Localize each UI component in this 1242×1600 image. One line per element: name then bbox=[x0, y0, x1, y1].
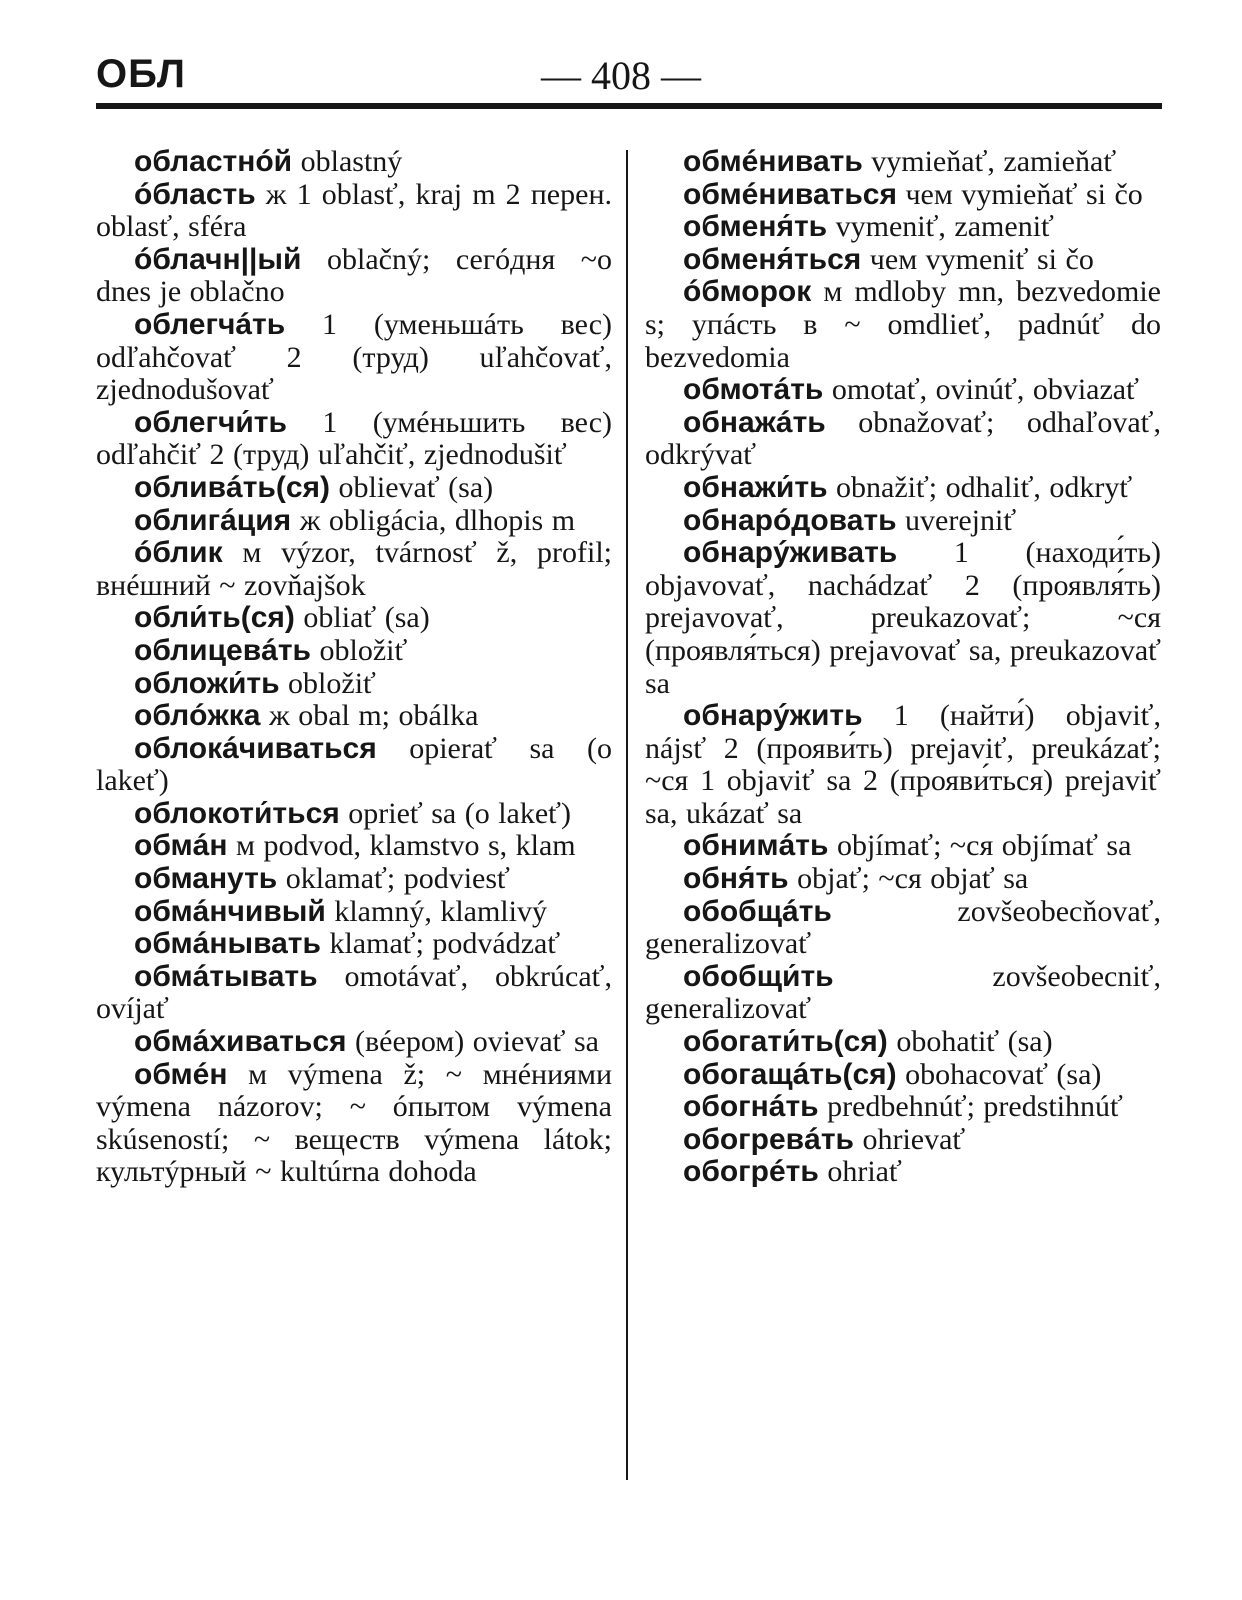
gloss: oblastný bbox=[292, 145, 403, 178]
headword: обмáнывать bbox=[134, 927, 321, 961]
gloss: ж obal m; obálka bbox=[260, 699, 479, 733]
gloss: omotávať, obkrúcať, ovíjať bbox=[96, 959, 612, 1026]
gloss: uverejniť bbox=[896, 503, 1017, 537]
gloss: (вéером) ovievať sa bbox=[346, 1025, 599, 1059]
gloss: vymieňať, zamieňať bbox=[862, 145, 1117, 178]
dictionary-entry bbox=[645, 505, 1161, 538]
header-rule bbox=[96, 103, 1162, 109]
gloss: м podvod, klamstvo s, klam bbox=[227, 829, 576, 863]
gloss: zovšeobecňovať, generalizovať bbox=[645, 894, 1161, 961]
gloss: obnažiť; odhaliť, odkryť bbox=[827, 470, 1133, 504]
headword: обнимáть bbox=[683, 829, 829, 863]
dictionary-entry bbox=[645, 1124, 1161, 1157]
dictionary-entry bbox=[96, 700, 612, 733]
gloss: ж obligácia, dlhopis m bbox=[291, 503, 576, 537]
gloss: чем vymeniť si čo bbox=[861, 242, 1094, 276]
dictionary-entry bbox=[645, 1156, 1161, 1189]
headword: обмáн bbox=[134, 829, 228, 863]
dictionary-entry bbox=[645, 244, 1161, 277]
gloss: oblačný; сегóдня ~о dnes je oblačno bbox=[96, 242, 612, 309]
dictionary-entry bbox=[96, 505, 612, 538]
gloss: obohatiť (sa) bbox=[887, 1025, 1053, 1059]
dictionary-entry bbox=[96, 928, 612, 961]
page-header bbox=[96, 48, 1162, 108]
gloss: predbehnúť; predstihnúť bbox=[818, 1090, 1123, 1124]
dictionary-entry bbox=[96, 309, 612, 407]
dictionary-entry bbox=[96, 179, 612, 244]
page-number: — 408 — bbox=[541, 53, 701, 98]
headword: обмануть bbox=[134, 862, 278, 896]
gloss: oprieť sa (o lakeť) bbox=[339, 796, 571, 830]
gloss: чем vymieňať si čo bbox=[896, 177, 1143, 211]
headword: обли́ть(ся) bbox=[134, 601, 295, 635]
headword: обогнáть bbox=[683, 1090, 819, 1124]
gloss: м výmena ž; ~ мнéниями výmena názorov; ~ óпытом výmena skúseností; ~ веществ výmena látok; культýрный ~ kultúrna dohoda bbox=[96, 1057, 612, 1189]
left-column bbox=[96, 146, 612, 1189]
dictionary-entry bbox=[96, 635, 612, 668]
gloss: 1 (умéньшить вес) odľahčiť 2 (труд) uľahčiť, zjednodušiť bbox=[96, 405, 612, 472]
dictionary-entry bbox=[645, 700, 1161, 830]
headword: обобщáть bbox=[683, 894, 832, 928]
dictionary-entry bbox=[96, 1059, 612, 1189]
headword: обогати́ть(ся) bbox=[683, 1025, 888, 1059]
headword: обогащáть(ся) bbox=[683, 1057, 897, 1091]
dictionary-entry bbox=[645, 407, 1161, 472]
gloss: 1 (находи́ть) objavovať, nachádzať 2 (проявля́ть) prejavovať, preukazovať; ~ся (проявля́ться) prejavovať sa, preukazovať sa bbox=[645, 536, 1161, 700]
dictionary-entry bbox=[96, 863, 612, 896]
gloss: oblievať (sa) bbox=[330, 470, 494, 504]
headword: облокоти́ться bbox=[134, 796, 340, 830]
dictionary-entry bbox=[96, 830, 612, 863]
dictionary-entry bbox=[645, 1026, 1161, 1059]
headword: обмéнивать bbox=[683, 145, 863, 178]
gloss: vymeniť, zameniť bbox=[827, 210, 1054, 244]
headword: облóжка bbox=[134, 699, 261, 733]
dictionary-entry bbox=[96, 1026, 612, 1059]
gloss: 1 (уменьшáть вес) odľahčovať 2 (труд) uľahčovať, zjednodušovať bbox=[96, 307, 612, 407]
dictionary-entry bbox=[645, 146, 1161, 179]
headword: обмéн bbox=[134, 1057, 228, 1091]
headword: облокáчиваться bbox=[134, 731, 377, 765]
column-divider bbox=[626, 150, 628, 1480]
headword: облицевáть bbox=[134, 633, 311, 667]
gloss: objať; ~ся objať sa bbox=[788, 862, 1029, 896]
headword: облегчи́ть bbox=[134, 405, 287, 439]
headword: обмáтывать bbox=[134, 959, 318, 993]
headword: обменя́ться bbox=[683, 242, 862, 276]
headword: обнарýживать bbox=[683, 536, 898, 570]
dictionary-entry bbox=[96, 146, 612, 179]
dictionary-entry bbox=[645, 211, 1161, 244]
dictionary-entry bbox=[96, 961, 612, 1026]
headword: обогревáть bbox=[683, 1122, 854, 1156]
headword: óблачн||ый bbox=[134, 242, 302, 276]
dictionary-entry bbox=[645, 472, 1161, 505]
dictionary-entry bbox=[96, 602, 612, 635]
gloss: 1 (найти́) objaviť, nájsť 2 (прояви́ть) prejaviť, preukázať; ~ся 1 objaviť sa 2 (прояви́ться) prejaviť sa, ukázať sa bbox=[645, 699, 1161, 830]
headword: обнарýжить bbox=[683, 699, 863, 733]
gloss: objímať; ~ся objímať sa bbox=[828, 829, 1132, 863]
headword: обогрéть bbox=[683, 1155, 819, 1189]
guide-word: ОБЛ bbox=[96, 52, 186, 96]
gloss: klamať; podvádzať bbox=[320, 927, 561, 961]
gloss: obohacovať (sa) bbox=[896, 1057, 1102, 1091]
right-column bbox=[645, 146, 1161, 1189]
dictionary-entry bbox=[645, 276, 1161, 374]
dictionary-entry bbox=[645, 896, 1161, 961]
headword: óбморок bbox=[683, 275, 812, 309]
dictionary-entry bbox=[645, 1091, 1161, 1124]
headword: обнажи́ть bbox=[683, 470, 828, 504]
dictionary-entry bbox=[645, 179, 1161, 212]
dictionary-entry bbox=[96, 896, 612, 929]
gloss: omotať, ovinúť, obviazať bbox=[823, 373, 1139, 407]
dictionary-entry bbox=[96, 798, 612, 831]
headword: обмотáть bbox=[683, 373, 824, 407]
headword: облигáция bbox=[134, 503, 292, 537]
gloss: ohrievať bbox=[853, 1122, 966, 1156]
headword: обня́ть bbox=[683, 862, 789, 896]
dictionary-entry bbox=[96, 733, 612, 798]
headword: обливáть(ся) bbox=[134, 470, 331, 504]
headword: обнажáть bbox=[683, 405, 826, 439]
headword: óблик bbox=[134, 536, 223, 570]
gloss: oklamať; podviesť bbox=[277, 862, 510, 896]
dictionary-entry bbox=[96, 537, 612, 602]
gloss: obložiť bbox=[279, 666, 376, 700]
dictionary-entry bbox=[645, 863, 1161, 896]
gloss: obliať (sa) bbox=[294, 601, 430, 635]
gloss: obložiť bbox=[311, 633, 408, 667]
dictionary-entry bbox=[96, 668, 612, 701]
dictionary-entry bbox=[645, 1059, 1161, 1092]
dictionary-entry bbox=[96, 407, 612, 472]
gloss: м mdloby mn, bezvedomie s; упáсть в ~ omdlieť, padnúť do bezvedomia bbox=[645, 275, 1161, 374]
gloss: zovšeobecniť, generalizovať bbox=[645, 959, 1161, 1026]
gloss: ohriať bbox=[818, 1155, 902, 1189]
gloss: klamný, klamlivý bbox=[325, 894, 547, 928]
gloss: opierať sa (o lakeť) bbox=[96, 731, 612, 798]
headword: обмáхиваться bbox=[134, 1025, 347, 1059]
headword: óбласть bbox=[134, 177, 256, 211]
headword: обменя́ть bbox=[683, 210, 828, 244]
headword: областнóй bbox=[134, 145, 293, 178]
dictionary-entry bbox=[645, 961, 1161, 1026]
headword: облегчáть bbox=[134, 307, 286, 341]
dictionary-entry bbox=[96, 472, 612, 505]
headword: обмéниваться bbox=[683, 177, 897, 211]
gloss: м výzor, tvárnosť ž, profil; внéшний ~ zovňajšok bbox=[96, 536, 612, 602]
headword: обнарóдовать bbox=[683, 503, 897, 537]
headword: обложи́ть bbox=[134, 666, 280, 700]
headword: обобщи́ть bbox=[683, 959, 834, 993]
dictionary-entry bbox=[96, 244, 612, 309]
dictionary-entry bbox=[645, 537, 1161, 700]
gloss: obnažovať; odhaľovať, odkrývať bbox=[645, 405, 1161, 472]
headword: обмáнчивый bbox=[134, 894, 326, 928]
dictionary-entry bbox=[645, 374, 1161, 407]
dictionary-entry bbox=[645, 830, 1161, 863]
gloss: ж 1 oblasť, kraj m 2 перен. oblasť, sféra bbox=[96, 177, 612, 244]
